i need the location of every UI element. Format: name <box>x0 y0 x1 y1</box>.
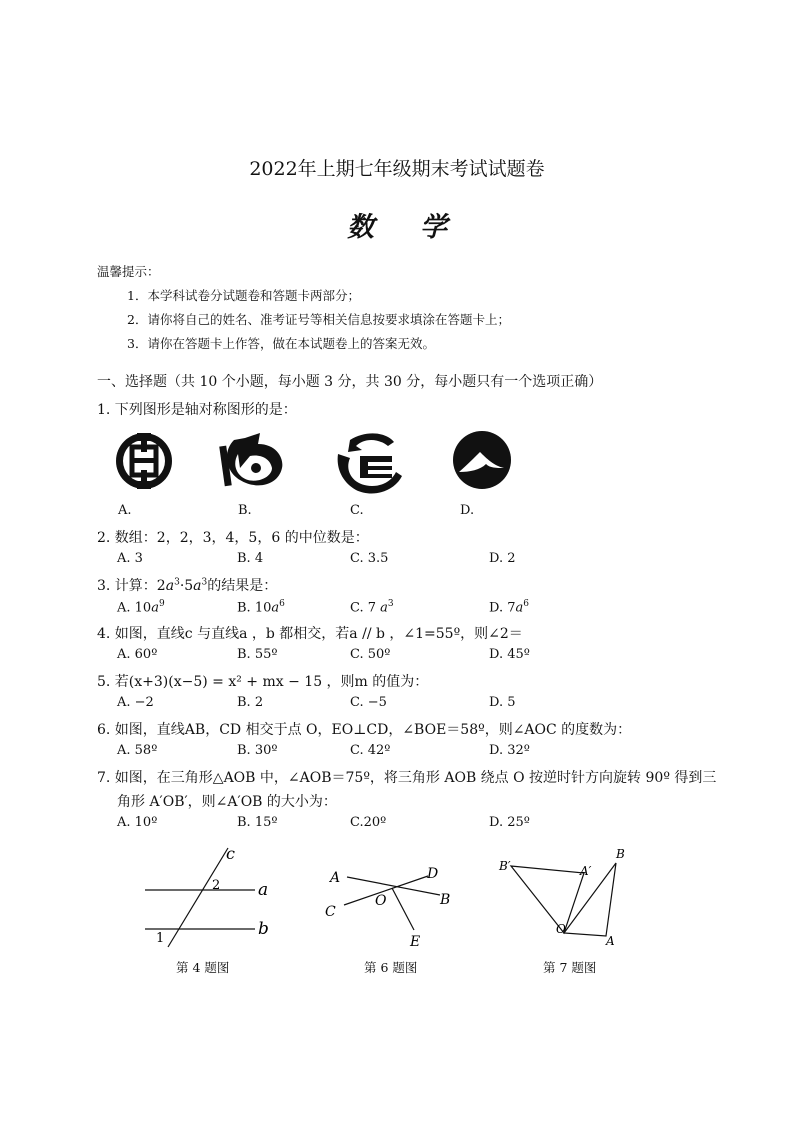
label-D: D <box>427 866 439 882</box>
label-a: a <box>258 880 269 900</box>
line-oe <box>392 888 414 930</box>
figure-6-caption: 第 6 题图 <box>364 960 418 975</box>
logo-b-icon <box>219 433 282 486</box>
q3-option-d: D. $7a^6$ <box>489 599 529 616</box>
question-1-stem: 1. 下列图形是轴对称图形的是： <box>97 402 297 418</box>
q6-option-d: D. 32º <box>489 743 530 758</box>
label-b: b <box>258 919 269 939</box>
logo-c-icon <box>338 433 402 493</box>
figure-4 <box>140 843 280 953</box>
label-angle-2: 2 <box>212 878 221 893</box>
label-B1: B′ <box>499 859 511 873</box>
q3-option-c: C. 7 $a^3$ <box>350 599 394 616</box>
question-3-stem: 3. 计算：$2a^3\cdot 5a^3$的结果是： <box>97 577 278 594</box>
q1-option-c: C. <box>350 503 364 518</box>
label-A: A <box>606 934 615 948</box>
q6-option-b: B. 30º <box>237 743 278 758</box>
q1-logo-images <box>110 428 530 496</box>
label-B: B <box>440 892 451 908</box>
subject-title: 数学 <box>347 212 493 243</box>
label-E: E <box>410 934 421 950</box>
q5-option-b: B. 2 <box>237 695 264 710</box>
q4-option-a: A. 60º <box>117 647 158 662</box>
question-5-stem: 5. 若(x+3)(x−5) = x² + mx − 15 ，则m 的值为： <box>97 674 429 690</box>
label-C: C <box>325 904 336 920</box>
line-c <box>168 848 228 947</box>
q5-option-d: D. 5 <box>489 695 516 710</box>
tip-item: 1．本学科试卷分试题卷和答题卡两部分； <box>127 288 360 303</box>
q5-option-a: A. −2 <box>117 695 154 710</box>
question-6-stem: 6. 如图，直线AB，CD 相交于点 O，EO⊥CD，∠BOE＝58º，则∠AOC 的度数为： <box>97 722 632 738</box>
q7-option-a: A. 10º <box>117 815 158 830</box>
q7-option-b: B. 15º <box>237 815 278 830</box>
label-angle-1: 1 <box>156 931 165 946</box>
question-7-stem-line1: 7. 如图，在三角形△AOB 中，∠AOB＝75º，将三角形 AOB 绕点 O 按逆时针方向旋转 90º 得到三 <box>97 770 717 786</box>
tips-heading: 温馨提示： <box>97 264 160 279</box>
q2-option-b: B. 4 <box>237 551 264 566</box>
q7-option-c: C.20º <box>350 815 387 830</box>
question-7-stem-line2: 角形 A′OB′，则∠A′OB 的大小为： <box>117 794 337 810</box>
label-c: c <box>226 844 235 863</box>
q4-option-b: B. 55º <box>237 647 278 662</box>
q3-option-b: B. $10a^6$ <box>237 599 285 616</box>
section-heading: 一、选择题（共 10 个小题，每小题 3 分，共 30 分，每小题只有一个选项正确） <box>97 374 603 390</box>
label-O: O <box>375 893 387 909</box>
q2-option-a: A. 3 <box>117 551 143 566</box>
tip-item: 2．请你将自己的姓名、准考证号等相关信息按要求填涂在答题卡上； <box>127 312 510 327</box>
q5-option-c: C. −5 <box>350 695 387 710</box>
question-4-stem: 4. 如图，直线c 与直线a ，b 都相交，若a // b ，∠1=55º，则∠2＝ <box>97 626 523 642</box>
q1-option-d: D. <box>460 503 475 518</box>
figure-7-caption: 第 7 题图 <box>543 960 597 975</box>
triangle-a1ob1 <box>511 866 584 933</box>
q6-option-a: A. 58º <box>117 743 158 758</box>
q1-option-b: B. <box>238 503 252 518</box>
exam-title: 2022年上期七年级期末考试试题卷 <box>249 158 545 180</box>
q2-option-d: D. 2 <box>489 551 516 566</box>
q7-option-d: D. 25º <box>489 815 530 830</box>
q4-option-c: C. 50º <box>350 647 391 662</box>
q2-option-c: C. 3.5 <box>350 551 389 566</box>
tip-item: 3．请你在答题卡上作答，做在本试题卷上的答案无效。 <box>127 336 435 351</box>
q1-option-a: A. <box>118 503 132 518</box>
figure-6 <box>322 860 462 952</box>
question-2-stem: 2. 数组：2，2，3，4，5，6 的中位数是： <box>97 530 369 546</box>
figure-4-caption: 第 4 题图 <box>176 960 230 975</box>
label-O: O <box>556 922 566 936</box>
q6-option-c: C. 42º <box>350 743 391 758</box>
figure-7 <box>496 843 636 951</box>
logo-a-icon <box>116 433 172 489</box>
label-A: A <box>330 870 341 886</box>
label-B: B <box>616 847 625 861</box>
q3-option-a: A. $10a^9$ <box>117 599 165 616</box>
logo-d-icon <box>453 431 511 489</box>
q4-option-d: D. 45º <box>489 647 530 662</box>
label-A1: A′ <box>580 864 592 878</box>
